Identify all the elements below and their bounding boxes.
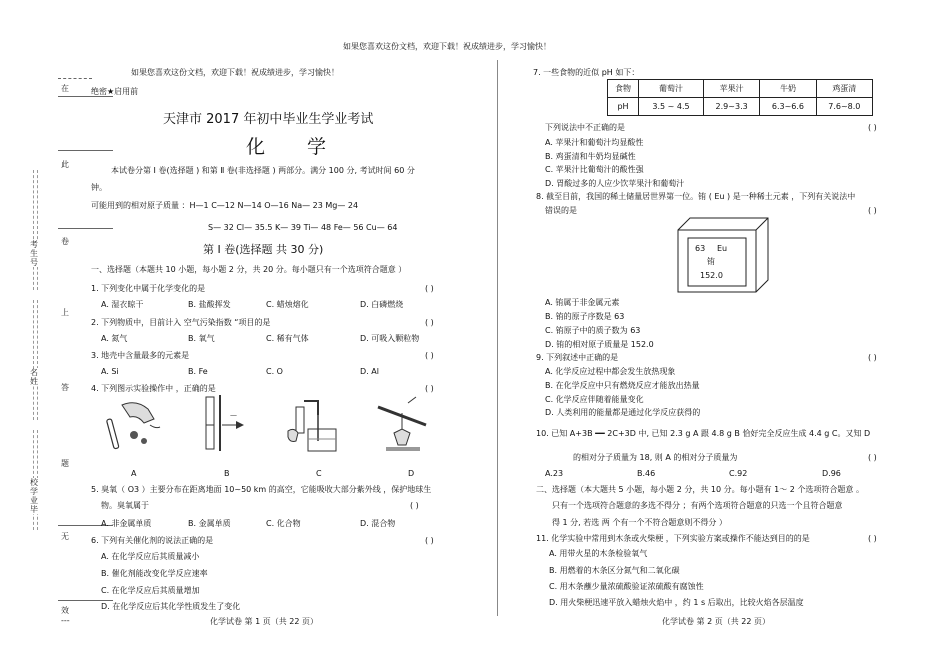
question-6: 6. 下列有关催化剂的说法正确的是 — [91, 536, 214, 545]
page-footer: 化学试卷 第 2 页（共 22 页） — [662, 617, 770, 626]
option-d: D. 铕的相对原子质量是 152.0 — [545, 340, 654, 349]
option-a: A. Si — [101, 367, 119, 376]
question-2: 2. 下列物质中，目前计入 空气污染指数 “项目的是 — [91, 318, 271, 327]
option-a: A. 苹果汁和葡萄汁均显酸性 — [545, 138, 644, 147]
name-label: 名姓 — [30, 368, 38, 386]
answer-bracket: ( ) — [868, 123, 877, 132]
question-1: 1. 下列变化中属于化学变化的是 — [91, 284, 206, 293]
question-5-cont: 物。臭氧属于 — [101, 501, 149, 510]
element-name: 铕 — [707, 257, 715, 266]
table-row — [608, 80, 873, 98]
side-char: 卷 — [61, 237, 69, 246]
figure-label-b: B — [224, 469, 230, 478]
option-b: B. 在化学反应中只有燃烧反应才能放出热量 — [545, 381, 700, 390]
answer-bracket: ( ) — [410, 501, 419, 510]
side-char: 此 — [61, 160, 69, 169]
side-char: 在 — [61, 84, 69, 93]
answer-bracket: ( ) — [425, 284, 434, 293]
option-d: D. 人类利用的能量都是通过化学反应获得的 — [545, 408, 701, 417]
answer-bracket: ( ) — [425, 351, 434, 360]
option-d: D. 白磷燃烧 — [360, 300, 404, 309]
left-banner: 如果您喜欢这份文档，欢迎下载！祝成绩进步，学习愉快！ — [131, 68, 339, 77]
part-two-instructions-3: 得 1 分, 若选 两 个有一个不符合题意则不得分 ） — [552, 518, 727, 527]
option-b: B. 氧气 — [188, 334, 215, 343]
exam-number-label: 考生号 — [30, 240, 38, 267]
figure-label-c: C — [316, 469, 322, 478]
subject-title: 化 学 — [246, 136, 345, 158]
option-c: C. 苹果汁比葡萄汁的酸性强 — [545, 165, 644, 174]
answer-bracket: ( ) — [425, 536, 434, 545]
exam-title: 天津市 2017 年初中毕业生学业考试 — [163, 112, 374, 127]
option-b: B.46 — [637, 469, 656, 478]
section-heading: 第 Ⅰ 卷(选择题 共 30 分) — [203, 243, 324, 256]
answer-bracket: ( ) — [868, 453, 877, 462]
atomic-mass-line-1: 可能用到的相对原子质量 ：H—1 C—12 N—14 O—16 Na— 23 Mg— 24 — [91, 201, 359, 210]
question-10-cont: 的相对分子质量为 18, 则 A 的相对分子质量为 — [573, 453, 738, 462]
secret-mark: 绝密★启用前 — [91, 87, 139, 96]
figure-label-d: D — [408, 469, 415, 478]
lab-illustration-d — [372, 393, 434, 455]
table-cell: 3.5 ~ 4.5 — [639, 98, 704, 116]
option-b: B. 铕的原子序数是 63 — [545, 312, 625, 321]
question-8-cont: 错误的是 — [545, 206, 577, 215]
table-cell: 葡萄汁 — [639, 80, 704, 98]
option-a: A. 用带火星的木条检验氧气 — [549, 549, 648, 558]
atomic-mass-line-2: S— 32 Cl— 35.5 K— 39 Ti— 48 Fe— 56 Cu— 64 — [208, 223, 398, 232]
intro-text-2: 钟。 — [91, 183, 107, 192]
page-divider — [497, 60, 498, 616]
option-d: D. 在化学反应后其化学性质发生了变化 — [101, 602, 241, 611]
question-8: 8. 截至目前，我国的稀土储量居世界第一位。铕 ( Eu ) 是一种稀土元素 ，下列有关说法中 — [536, 192, 856, 201]
question-7-stem: 下列说法中不正确的是 — [545, 123, 625, 132]
option-c: C. 铕原子中的质子数为 63 — [545, 326, 641, 335]
option-c: C. 化学反应伴随着能量变化 — [545, 395, 644, 404]
option-a: A. 在化学反应后其质量减小 — [101, 552, 200, 561]
option-b: B. 催化剂能改变化学反应速率 — [101, 569, 208, 578]
side-char: 无 — [61, 532, 69, 541]
ph-table — [607, 79, 873, 116]
table-cell: 牛奶 — [760, 80, 816, 98]
answer-bracket: ( ) — [868, 353, 877, 362]
table-cell: 7.6~8.0 — [816, 98, 872, 116]
side-char: 答 — [61, 383, 69, 392]
table-cell: 苹果汁 — [703, 80, 759, 98]
option-c: C. 在化学反应后其质量增加 — [101, 586, 200, 595]
intro-text: 本试卷分第 Ⅰ 卷(选择题 ) 和第 Ⅱ 卷(非选择题 ) 两部分。满分 100 分, 考试时间 60 分 — [111, 166, 415, 175]
figure-label-a: A — [131, 469, 137, 478]
table-cell: 6.3~6.6 — [760, 98, 816, 116]
svg-text:—: — — [230, 411, 237, 419]
option-c: C. 蜡烛熔化 — [266, 300, 309, 309]
answer-bracket: ( ) — [425, 318, 434, 327]
question-7: 7. 一些食物的近似 pH 如下： — [533, 68, 640, 77]
element-box-europium — [676, 216, 770, 294]
option-d: D. Al — [360, 367, 379, 376]
option-a: A.23 — [545, 469, 564, 478]
element-number: 63 — [695, 244, 706, 253]
option-a: A. 湿衣晾干 — [101, 300, 144, 309]
side-char: 题 — [61, 459, 69, 468]
answer-bracket: ( ) — [425, 384, 434, 393]
option-c: C.92 — [729, 469, 748, 478]
answer-bracket: ( ) — [868, 206, 877, 215]
side-char: 效 — [61, 606, 69, 615]
part-two-instructions-2: 只有一个选项符合题意的多选不得分 ；有两个选项符合题意的只选一个且符合题意 — [552, 501, 843, 510]
question-4: 4. 下列图示实验操作中 ，正确的是 — [91, 384, 216, 393]
question-9: 9. 下列叙述中正确的是 — [536, 353, 619, 362]
table-cell: 食物 — [608, 80, 639, 98]
option-d: D. 胃酸过多的人应少饮苹果汁和葡萄汁 — [545, 179, 685, 188]
option-a: A. 化学反应过程中都会发生放热现象 — [545, 367, 676, 376]
option-b: B. 用燃着的木条区分氮气和二氧化碳 — [549, 566, 680, 575]
question-10: 10. 已知 A+3B ━━ 2C+3D 中, 已知 2.3 g A 跟 4.8 g B 恰好完全反应生成 4.4 g C。又知 D — [536, 429, 871, 438]
table-cell: pH — [608, 98, 639, 116]
lab-illustration-a — [104, 395, 166, 453]
side-char: 上 — [61, 308, 69, 317]
option-c: C. O — [266, 367, 283, 376]
option-a: A. 铕属于非金属元素 — [545, 298, 620, 307]
option-d: D. 可吸入颗粒物 — [360, 334, 420, 343]
option-d: D. 混合物 — [360, 519, 396, 528]
option-b: B. 鸡蛋清和牛奶均显碱性 — [545, 152, 636, 161]
top-banner: 如果您喜欢这份文档，欢迎下载！祝成绩进步，学习愉快！ — [343, 42, 551, 51]
option-c: C. 稀有气体 — [266, 334, 309, 343]
option-b: B. 盐酸挥发 — [188, 300, 231, 309]
element-mass: 152.0 — [700, 271, 723, 280]
question-5: 5. 臭氧（ O3 ）主要分布在距离地面 10~50 km 的高空，它能吸收大部分紫外线 ，保护地球生 — [91, 485, 432, 494]
option-d: D.96 — [822, 469, 841, 478]
option-c: C. 化合物 — [266, 519, 301, 528]
answer-bracket: ( ) — [868, 534, 877, 543]
option-c: C. 用木条蘸少量浓硫酸验证浓硫酸有腐蚀性 — [549, 582, 704, 591]
question-11: 11. 化学实验中常用到木条或火柴梗 ，下列实验方案或操作不能达到目的的是 — [536, 534, 810, 543]
option-a: A. 氮气 — [101, 334, 128, 343]
page-footer: 化学试卷 第 1 页（共 22 页） — [210, 617, 318, 626]
element-symbol: Eu — [717, 244, 728, 253]
table-cell: 鸡蛋清 — [816, 80, 872, 98]
school-label: 校学业毕 — [30, 478, 38, 514]
option-a: A. 非金属单质 — [101, 519, 152, 528]
lab-illustration-c — [284, 393, 344, 455]
part-two-instructions: 二、选择题（本大题共 5 小题，每小题 2 分，共 10 分。每小题有 1～ 2 个选项符合题意 。 — [536, 485, 864, 494]
option-b: B. Fe — [188, 367, 208, 376]
table-cell: 2.9~3.3 — [703, 98, 759, 116]
option-b: B. 金属单质 — [188, 519, 231, 528]
part-one-instructions: 一、选择题（本题共 10 小题，每小题 2 分，共 20 分。每小题只有一个选项符合题意 ） — [91, 265, 407, 274]
option-d: D. 用火柴梗迅速平放入蜡烛火焰中 ，约 1 s 后取出，比较火焰各层温度 — [549, 598, 804, 607]
table-row — [608, 98, 873, 116]
lab-illustration-b — [196, 395, 252, 453]
question-3: 3. 地壳中含量最多的元素是 — [91, 351, 190, 360]
bottom-mark: --- — [61, 616, 70, 625]
